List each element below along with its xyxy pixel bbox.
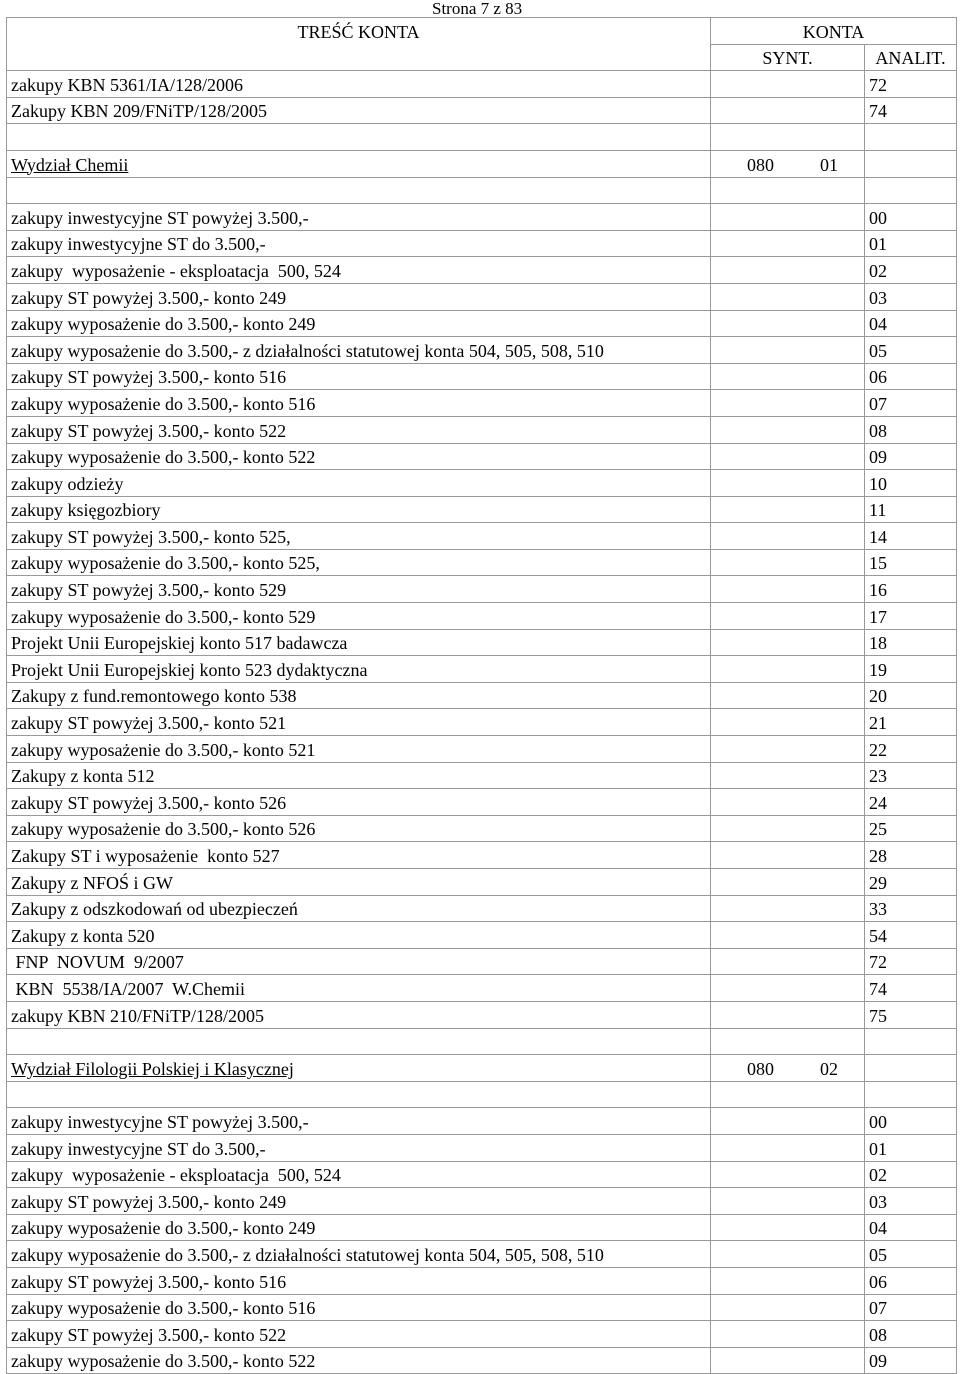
table-row <box>7 895 957 922</box>
synthetic-account <box>711 789 865 816</box>
table-body <box>7 71 957 1374</box>
synthetic-account <box>711 257 865 284</box>
analytic-account <box>865 1055 957 1082</box>
analytic-account: 06 <box>865 363 957 390</box>
account-description: zakupy inwestycyjne ST powyżej 3.500,- <box>7 1108 711 1135</box>
analytic-account: 08 <box>865 416 957 443</box>
analytic-account: 04 <box>865 310 957 337</box>
account-description: zakupy ST powyżej 3.500,- konto 249 <box>7 283 711 310</box>
department-row <box>7 150 957 177</box>
table-row <box>7 1267 957 1294</box>
synthetic-account <box>711 842 865 869</box>
account-description: Zakupy z konta 520 <box>7 922 711 949</box>
synthetic-account <box>711 1134 865 1161</box>
table-row <box>7 416 957 443</box>
table-row <box>7 230 957 257</box>
account-description: KBN 5538/IA/2007 W.Chemii <box>7 975 711 1002</box>
account-description: zakupy wyposażenie do 3.500,- konto 516 <box>7 1294 711 1321</box>
synthetic-account <box>711 948 865 975</box>
synthetic-account <box>711 629 865 656</box>
table-row <box>7 549 957 576</box>
synthetic-account <box>711 736 865 763</box>
analytic-account: 01 <box>865 1134 957 1161</box>
table-row <box>7 603 957 630</box>
header-row-1 <box>7 18 957 45</box>
account-description: Zakupy z konta 512 <box>7 762 711 789</box>
account-description: zakupy ST powyżej 3.500,- konto 521 <box>7 709 711 736</box>
table-row <box>7 922 957 949</box>
analytic-account: 16 <box>865 576 957 603</box>
account-description: zakupy wyposażenie do 3.500,- konto 521 <box>7 736 711 763</box>
account-description: zakupy wyposażenie do 3.500,- konto 526 <box>7 815 711 842</box>
analytic-account: 11 <box>865 496 957 523</box>
analytic-account: 07 <box>865 1294 957 1321</box>
analytic-account: 33 <box>865 895 957 922</box>
table-row <box>7 1241 957 1268</box>
account-description <box>7 124 711 151</box>
analytic-account: 01 <box>865 230 957 257</box>
synthetic-account <box>711 150 865 177</box>
analytic-account: 05 <box>865 337 957 364</box>
account-description: zakupy ST powyżej 3.500,- konto 516 <box>7 363 711 390</box>
synthetic-account <box>711 762 865 789</box>
synthetic-account <box>711 470 865 497</box>
analytic-account: 02 <box>865 1161 957 1188</box>
synthetic-account <box>711 1001 865 1028</box>
synthetic-account <box>711 869 865 896</box>
table-row <box>7 1321 957 1348</box>
account-description: zakupy wyposażenie do 3.500,- konto 516 <box>7 390 711 417</box>
analytic-account: 09 <box>865 1347 957 1374</box>
analytic-code: 02 <box>820 1058 838 1079</box>
synthetic-account <box>711 523 865 550</box>
table-row <box>7 762 957 789</box>
synthetic-account <box>711 682 865 709</box>
account-description: zakupy ST powyżej 3.500,- konto 522 <box>7 1321 711 1348</box>
synthetic-account <box>711 177 865 204</box>
account-description: zakupy wyposażenie do 3.500,- z działalności statutowej konta 504, 505, 508, 510 <box>7 1241 711 1268</box>
table-row <box>7 177 957 204</box>
account-description: zakupy wyposażenie do 3.500,- konto 529 <box>7 603 711 630</box>
table-row <box>7 1001 957 1028</box>
analytic-account: 00 <box>865 1108 957 1135</box>
department-name <box>7 1055 711 1082</box>
synthetic-account <box>711 496 865 523</box>
table-row <box>7 1161 957 1188</box>
table-row <box>7 1081 957 1108</box>
account-description: zakupy wyposażenie do 3.500,- konto 522 <box>7 1347 711 1374</box>
table-row <box>7 310 957 337</box>
synthetic-account <box>711 1347 865 1374</box>
analytic-account: 21 <box>865 709 957 736</box>
analytic-account: 18 <box>865 629 957 656</box>
account-description: zakupy ST powyżej 3.500,- konto 249 <box>7 1188 711 1215</box>
header-analytic: ANALIT. <box>865 44 957 71</box>
synthetic-account <box>711 922 865 949</box>
analytic-account: 19 <box>865 656 957 683</box>
analytic-account: 20 <box>865 682 957 709</box>
analytic-account: 24 <box>865 789 957 816</box>
table-row <box>7 656 957 683</box>
analytic-account: 02 <box>865 257 957 284</box>
table-row <box>7 576 957 603</box>
analytic-account: 14 <box>865 523 957 550</box>
analytic-account: 22 <box>865 736 957 763</box>
account-description: zakupy ST powyżej 3.500,- konto 529 <box>7 576 711 603</box>
table-row <box>7 1028 957 1055</box>
table-row <box>7 204 957 231</box>
table-row <box>7 97 957 124</box>
synthetic-account <box>711 603 865 630</box>
table-row <box>7 709 957 736</box>
account-description: zakupy wyposażenie do 3.500,- konto 522 <box>7 443 711 470</box>
analytic-account: 28 <box>865 842 957 869</box>
synthetic-account <box>711 549 865 576</box>
table-row <box>7 124 957 151</box>
account-description: zakupy wyposażenie do 3.500,- konto 249 <box>7 1214 711 1241</box>
synthetic-account <box>711 1214 865 1241</box>
analytic-account: 09 <box>865 443 957 470</box>
account-description: FNP NOVUM 9/2007 <box>7 948 711 975</box>
analytic-account: 03 <box>865 1188 957 1215</box>
account-description: Zakupy KBN 209/FNiTP/128/2005 <box>7 97 711 124</box>
analytic-account: 03 <box>865 283 957 310</box>
analytic-account: 10 <box>865 470 957 497</box>
synthetic-account <box>711 390 865 417</box>
table-row <box>7 390 957 417</box>
account-description: zakupy inwestycyjne ST powyżej 3.500,- <box>7 204 711 231</box>
analytic-account: 08 <box>865 1321 957 1348</box>
synthetic-account <box>711 1161 865 1188</box>
table-row <box>7 337 957 364</box>
synthetic-account <box>711 1267 865 1294</box>
analytic-account: 00 <box>865 204 957 231</box>
account-description: zakupy KBN 5361/IA/128/2006 <box>7 71 711 98</box>
account-description: zakupy wyposażenie do 3.500,- konto 525, <box>7 549 711 576</box>
table-row <box>7 1188 957 1215</box>
account-description: zakupy odzieży <box>7 470 711 497</box>
synthetic-code: 080 <box>747 154 774 175</box>
synthetic-account <box>711 1108 865 1135</box>
analytic-account: 23 <box>865 762 957 789</box>
account-description: zakupy KBN 210/FNiTP/128/2005 <box>7 1001 711 1028</box>
account-description: Zakupy z odszkodowań od ubezpieczeń <box>7 895 711 922</box>
account-description: zakupy wyposażenie do 3.500,- konto 249 <box>7 310 711 337</box>
table-row <box>7 363 957 390</box>
synthetic-account <box>711 709 865 736</box>
account-description: zakupy wyposażenie - eksploatacja 500, 524 <box>7 257 711 284</box>
synthetic-account <box>711 230 865 257</box>
synthetic-account <box>711 1188 865 1215</box>
account-description: zakupy inwestycyjne ST do 3.500,- <box>7 1134 711 1161</box>
account-description: zakupy wyposażenie do 3.500,- z działalności statutowej konta 504, 505, 508, 510 <box>7 337 711 364</box>
analytic-account: 06 <box>865 1267 957 1294</box>
analytic-account: 72 <box>865 948 957 975</box>
analytic-account: 15 <box>865 549 957 576</box>
table-row <box>7 523 957 550</box>
table-row <box>7 948 957 975</box>
analytic-account: 75 <box>865 1001 957 1028</box>
synthetic-account <box>711 124 865 151</box>
synthetic-account <box>711 1294 865 1321</box>
analytic-account: 54 <box>865 922 957 949</box>
synthetic-account <box>711 656 865 683</box>
table-row <box>7 736 957 763</box>
synthetic-code: 080 <box>747 1058 774 1079</box>
analytic-account: 74 <box>865 97 957 124</box>
table-row <box>7 1134 957 1161</box>
synthetic-account <box>711 1028 865 1055</box>
analytic-account: 07 <box>865 390 957 417</box>
table-row <box>7 443 957 470</box>
account-description: zakupy ST powyżej 3.500,- konto 516 <box>7 1267 711 1294</box>
accounts-table <box>6 17 957 1374</box>
department-row <box>7 1055 957 1082</box>
account-description <box>7 1081 711 1108</box>
table-row <box>7 283 957 310</box>
synthetic-account <box>711 337 865 364</box>
header-synthetic: SYNT. <box>711 44 865 71</box>
analytic-account: 25 <box>865 815 957 842</box>
header-account-content: TREŚĆ KONTA <box>7 18 711 71</box>
table-row <box>7 257 957 284</box>
account-description: zakupy wyposażenie - eksploatacja 500, 524 <box>7 1161 711 1188</box>
account-description: Zakupy z NFOŚ i GW <box>7 869 711 896</box>
account-description: Zakupy ST i wyposażenie konto 527 <box>7 842 711 869</box>
table-row <box>7 1108 957 1135</box>
account-description <box>7 177 711 204</box>
table-row <box>7 71 957 98</box>
synthetic-account <box>711 1055 865 1082</box>
table-row <box>7 815 957 842</box>
synthetic-account <box>711 310 865 337</box>
analytic-code: 01 <box>820 154 838 175</box>
table-row <box>7 1294 957 1321</box>
account-description: zakupy księgozbiory <box>7 496 711 523</box>
synthetic-account <box>711 1081 865 1108</box>
account-description: zakupy ST powyżej 3.500,- konto 526 <box>7 789 711 816</box>
synthetic-account <box>711 895 865 922</box>
analytic-account: 05 <box>865 1241 957 1268</box>
analytic-account <box>865 1081 957 1108</box>
synthetic-account <box>711 283 865 310</box>
synthetic-account <box>711 416 865 443</box>
analytic-account: 72 <box>865 71 957 98</box>
header-accounts: KONTA <box>711 18 957 45</box>
table-row <box>7 470 957 497</box>
analytic-account: 29 <box>865 869 957 896</box>
table-row <box>7 869 957 896</box>
table-row <box>7 1347 957 1374</box>
analytic-account: 17 <box>865 603 957 630</box>
synthetic-account <box>711 1321 865 1348</box>
synthetic-account <box>711 815 865 842</box>
synthetic-account <box>711 1241 865 1268</box>
synthetic-account <box>711 97 865 124</box>
analytic-account: 04 <box>865 1214 957 1241</box>
account-description: Zakupy z fund.remontowego konto 538 <box>7 682 711 709</box>
account-description: zakupy ST powyżej 3.500,- konto 525, <box>7 523 711 550</box>
synthetic-account <box>711 975 865 1002</box>
department-name-text: Wydział Chemii <box>11 154 129 175</box>
analytic-account: 74 <box>865 975 957 1002</box>
table-row <box>7 975 957 1002</box>
analytic-account <box>865 1028 957 1055</box>
account-description: Projekt Unii Europejskiej konto 523 dydaktyczna <box>7 656 711 683</box>
table-row <box>7 629 957 656</box>
synthetic-account <box>711 71 865 98</box>
department-name <box>7 150 711 177</box>
table-row <box>7 789 957 816</box>
table-row <box>7 496 957 523</box>
table-header <box>7 18 957 71</box>
account-description: zakupy inwestycyjne ST do 3.500,- <box>7 230 711 257</box>
analytic-account <box>865 150 957 177</box>
synthetic-account <box>711 204 865 231</box>
table-row <box>7 842 957 869</box>
table-row <box>7 1214 957 1241</box>
analytic-account <box>865 124 957 151</box>
account-description: zakupy ST powyżej 3.500,- konto 522 <box>7 416 711 443</box>
analytic-account <box>865 177 957 204</box>
synthetic-account <box>711 363 865 390</box>
account-description: Projekt Unii Europejskiej konto 517 badawcza <box>7 629 711 656</box>
synthetic-account <box>711 443 865 470</box>
table-row <box>7 682 957 709</box>
page-number: Strona 7 z 83 <box>432 0 523 18</box>
synthetic-account <box>711 576 865 603</box>
department-name-text: Wydział Filologii Polskiej i Klasycznej <box>11 1058 294 1079</box>
account-description <box>7 1028 711 1055</box>
page-header <box>0 0 960 18</box>
